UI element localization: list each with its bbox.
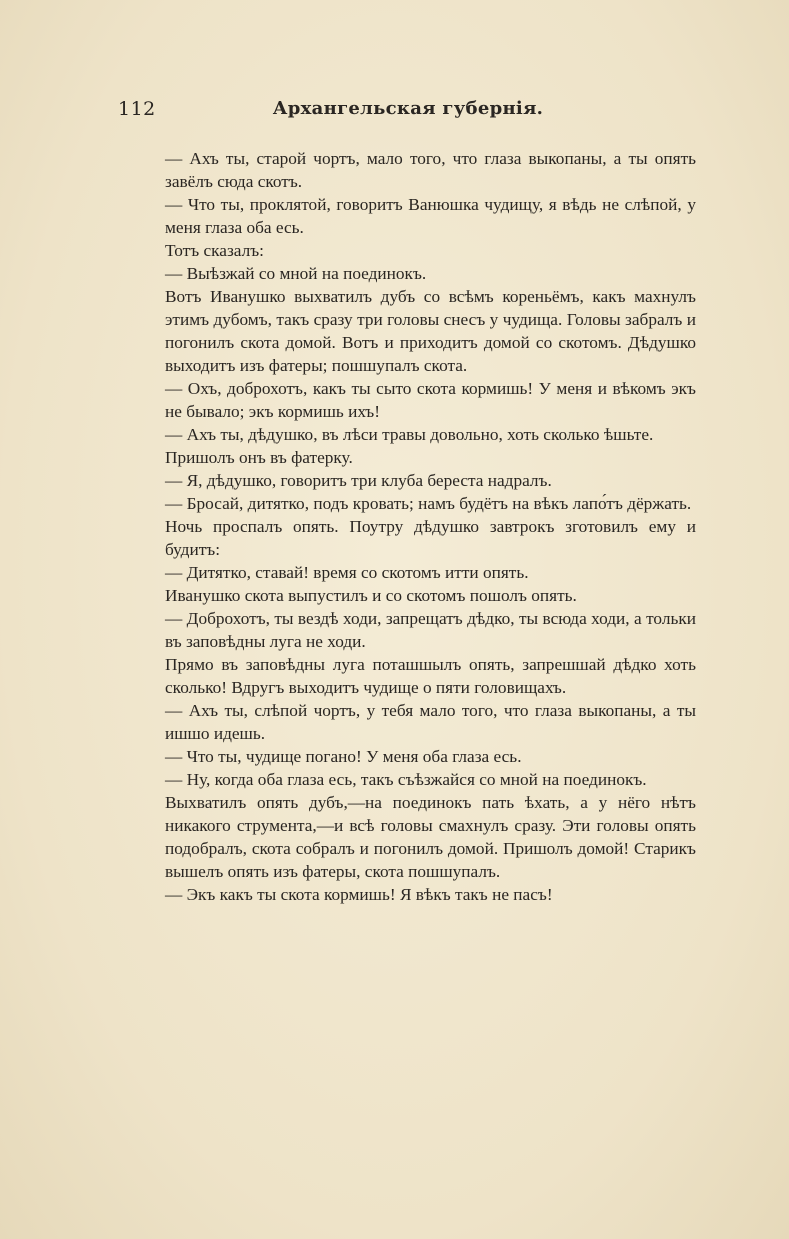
paragraph: — Ахъ ты, дѣдушко, въ лѣси травы довольно, хоть сколько ѣшьте. bbox=[165, 425, 654, 444]
paragraph: Прямо въ заповѣдны луга поташшылъ опять, запрешшай дѣдко хоть сколько! Вдругъ выходитъ чудище о пяти головищахъ. bbox=[165, 655, 696, 697]
paragraph: Вотъ Иванушко выхватилъ дубъ со всѣмъ кореньёмъ, какъ махнулъ этимъ дубомъ, такъ сразу три головы снесъ у чудища. Головы забралъ и погонилъ скота домой. Вотъ и приходитъ домой со скотомъ. Дѣдушко выходитъ изъ фатеры; пошшупалъ скота. bbox=[165, 287, 696, 375]
paragraph: — Выѣзжай со мной на поединокъ. bbox=[165, 264, 427, 283]
page-header bbox=[118, 98, 698, 126]
paragraph: — Я, дѣдушко, говоритъ три клуба береста надралъ. bbox=[165, 471, 552, 490]
paragraph: — Что ты, проклятой, говоритъ Ванюшка чудищу, я вѣдь не слѣпой, у меня глаза оба есь. bbox=[165, 195, 696, 237]
paragraph: — Ахъ ты, слѣпой чортъ, у тебя мало того, что глаза выкопаны, а ты ишшо идешь. bbox=[165, 701, 696, 743]
paragraph: Ночь проспалъ опять. Поутру дѣдушко завтрокъ зготовилъ ему и будитъ: bbox=[165, 517, 696, 559]
paragraph: — Бросай, дитятко, подъ кровать; намъ будётъ на вѣкъ лапо́тъ дёржать. bbox=[165, 494, 692, 513]
paragraph: Выхватилъ опять дубъ,—на поединокъ пать ѣхать, а у нёго нѣтъ никакого струмента,—и всѣ головы смахнулъ сразу. Эти головы опять подобралъ, скота собралъ и погонилъ домой. Пришолъ домой! Старикъ вышелъ опять изъ фатеры, скота пошшупалъ. bbox=[165, 793, 696, 881]
paragraph: — Ну, когда оба глаза есь, такъ съѣзжайся со мной на поединокъ. bbox=[165, 770, 647, 789]
paragraph: — Охъ, доброхотъ, какъ ты сыто скота кормишь! У меня и вѣкомъ экъ не бывало; экъ кормишь ихъ! bbox=[165, 379, 696, 421]
paragraph: Пришолъ онъ въ фатерку. bbox=[165, 448, 353, 467]
paragraph: Иванушко скота выпустилъ и со скотомъ пошолъ опять. bbox=[165, 586, 577, 605]
paragraph: — Экъ какъ ты скота кормишь! Я вѣкъ такъ не пасъ! bbox=[165, 885, 553, 904]
paragraph: — Ахъ ты, старой чортъ, мало того, что глаза выкопаны, а ты опять завёлъ сюда скотъ. bbox=[165, 149, 696, 191]
page-number: 112 bbox=[118, 98, 156, 120]
running-head: Архангельская губернія. bbox=[272, 98, 544, 119]
body-text bbox=[165, 147, 696, 906]
paragraph: Тотъ сказалъ: bbox=[165, 241, 264, 260]
paragraph: — Что ты, чудище погано! У меня оба глаза есь. bbox=[165, 747, 522, 766]
paragraph: — Доброхотъ, ты вездѣ ходи, запрещатъ дѣдко, ты всюда ходи, а тольки въ заповѣдны луга не ходи. bbox=[165, 609, 696, 651]
paragraph: — Дитятко, ставай! время со скотомъ итти опять. bbox=[165, 563, 529, 582]
